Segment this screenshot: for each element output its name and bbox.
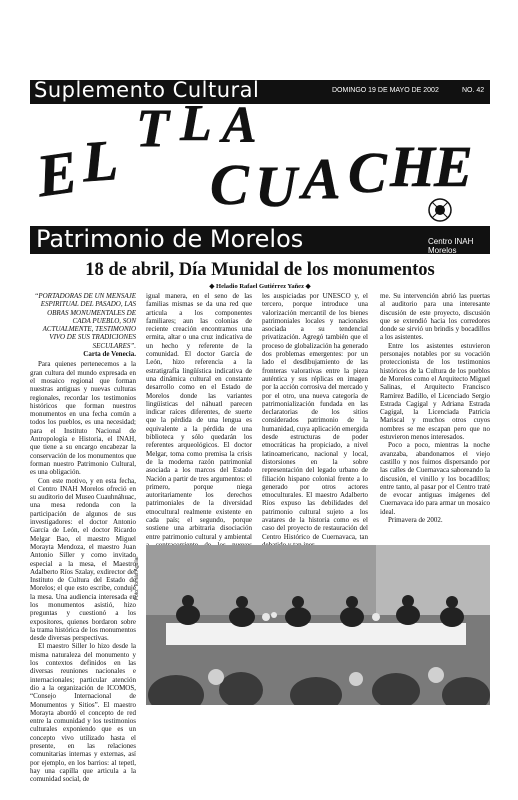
masthead (30, 106, 490, 226)
issue-date: DOMINGO 19 DE MAYO DE 2002 (332, 87, 439, 94)
panel-photo-illustration (146, 545, 490, 705)
masthead-letter: T (136, 106, 169, 158)
paragraph: igual manera, en el seno de las familias mismas se da una red que articula a los componentes familiares; aun las colonias de reciente creación encontramos una ermita, altar o una cruz indicativa de un hecho y referente de la comunidad. El doctor García de León, hizo referencia a la estratigrafía lingüística indicativa de una dinámica cultural en constante desarrollo como en el Estado de Morelos donde las variantes lingüísticas del náhuatl parecen indicar raíces diferentes, de suerte que la pérdida de una lengua es equivalente a la pérdida de una biblioteca y sólo quedarán los referentes arqueológicos. El doctor Melgar, toma como premisa la crisis de la moderna razón patrimonial asociada a los marcos del Estado Nación a partir de tres argumentos: el primero, porque niega autoritariamente los derechos patrimoniales de la diversidad etnocultural realmente existente en cada país; el segundo, porque sostiene una arbitraria disociación entre patrimonio cultural y ambiental (146, 292, 252, 541)
article-column-1 (30, 292, 136, 784)
section-title: Patrimonio de Morelos (36, 225, 304, 253)
supplement-title: Suplemento Cultural (34, 78, 260, 102)
paragraph: Entre los asistentes estuvieron personajes notables por su vocación proteccionista de los testimonios históricos de la Cultura de los pueblos de Morelos como el Arquitecto Miguel Salinas, el Arquitecto Francisco Ramírez Badillo, el Licenciado Sergio Estrada Cagigal y Adriana Estrada Cagigal, la Licenciada Patricia Mariscal y muchos otros cuyos nombres se me escapan pero que no estuvieron menos interesados. (380, 341, 490, 442)
masthead-letter: L (180, 106, 212, 152)
masthead-logo (30, 106, 490, 226)
epigraph-source: Carta de Venecia. (83, 350, 136, 359)
event-photo (146, 545, 490, 705)
institution-name: Centro INAH Morelos (428, 237, 474, 255)
inah-emblem-icon (429, 199, 451, 221)
masthead-letter: A (222, 106, 257, 154)
supplement-header-bar (30, 80, 490, 104)
section-bar (30, 226, 490, 254)
masthead-letter: E (32, 138, 82, 210)
paragraph: les auspiciadas por UNESCO y, el tercero, porque introduce una valorización mercantil de los bienes patrimoniales locales y nacionales asociada a su tendencial privatización. Agregó también que el proceso de globalización ha generado dos problemas emergentes: por un lado el desdibujamiento de las fronteras valorativas entre la pieza auténtica y sus réplicas en imagen por la acción corrosiva del mercado y por el otro, una nueva categoría de patrimonialización fundada en las declaratorias de los sitios considerados patrimonio de la humanidad, cuya aplicación emergida desde estructuras de poder etnocráticas ha propiciado, a nivel latinoamericano, nacional y local, distorsiones en la sobre representación del legado urbano de filiación hispano colonial frente a lo generado por otros actores etnoculturales. El maestro Adalberto Ríos expuso las debilidades del patrimonio cultural sujeto a los avatares de la historia como es el caso del proyecto de restauración del Centro Histórico de Cuernavaca, tan (262, 292, 368, 541)
issue-number: NO. 42 (462, 87, 485, 94)
paragraph: me. Su intervención abrió las puertas al auditorio para una interesante discusión de este proyecto, discusión que se extendió hacia los corredores donde se sirvió un brindis y bocadillos a los asistentes. (380, 292, 490, 342)
masthead-letter: U (255, 154, 297, 219)
paragraph: Para quienes pertenecemos a la gran cultura del mundo expresada en el mosaico regional que forman nuestras antiguas y nuevas culturas regionales, recordar los testimonios históricos que forman nuestros monumentos en una fecha común a todos los pueblos, es una necesidad; para el Instituto Nacional de Antropología e Historia, el INAH, que tiene a su encargo encabezar la conservación de los monumentos que forman nuestro Patrimonio Cultural, es una obligación. (30, 360, 136, 477)
article-column-3 (262, 292, 368, 549)
epigraph-quote: “PORTADORAS DE UN MENSAJE ESPIRITUAL DEL PASADO, LAS OBRAS MONUMENTALES DE CADA PUEBLO, SON ACTUALMENTE, TESTIMONIO VIVO DE SUS TRADICIONES SECULARES”. (34, 292, 136, 350)
article-byline: ◆ Heladio Rafael Gutiérrez Yañez ◆ (209, 283, 311, 290)
masthead-letter: A (302, 146, 341, 211)
paragraph: Con este motivo, y en esta fecha, el Centro INAH Morelos ofreció en su auditorio del Museo Cuauhnáhuac, una mesa redonda con la participación de algunos de sus investigadores: el doctor Antonio García de León, el doctor Ricardo Melgar Bao, el maestro Miguel Morayta Mendoza, el maestro Juan Antonio Siller y como invitado especial a la mesa, el Maestro Adalberto Ríos Szalay, exdirector del Instituto de Cultura del Estado de Morelos; el que esto escribe, conduje la mesa. Una audiencia interesada en los monumentos asistió, hizo preguntas y cuestionó a los expositores, quienes bordaron sobre la trama histórica de los monumentos desde diversas perspectivas. (30, 476, 136, 643)
masthead-letter: L (80, 127, 120, 195)
paragraph: El maestro Siller lo hizo desde la misma naturaleza del monumento y los contextos definidos en las diversas reuniones nacionales e internacionales; particular atención dio a la organización de ICOMOS, “Consejo Internacional de Monumentos y Sitios”. El maestro Morayta abordó el concepto de red entre la comunidad y los testimonios culturales exponiendo que es un concepto vivo utilizado hasta el presente, en las relaciones comunitarias internas y externas, así por ejemplo, en los barrios: al tepetl, hay una capilla que articula a la comunidad social, de (30, 642, 136, 784)
article-headline: 18 de abril, Día Munidal de los monumentos (85, 260, 435, 280)
masthead-letter: H (390, 134, 436, 199)
masthead-letter: C (348, 140, 387, 205)
article-column-4 (380, 292, 490, 524)
article-column-2 (146, 292, 252, 566)
masthead-letter: E (434, 134, 473, 199)
paragraph: Poco a poco, mientras la noche avanzaba, abandonamos el viejo castillo y nos fuimos dispersando por las calles de Cuernavaca saboreando la discusión, el vinillo y los bocadillos; entre tanto, al pasar por el Centro traté de evocar antiguas imágenes del Cuernavaca ido para armar un mosaico ideal. (380, 441, 490, 516)
masthead-letter: C (210, 152, 249, 217)
photo-credit: Foto: Tomás Aguilar (134, 555, 140, 600)
paragraph: Primavera de 2002. (388, 516, 443, 525)
